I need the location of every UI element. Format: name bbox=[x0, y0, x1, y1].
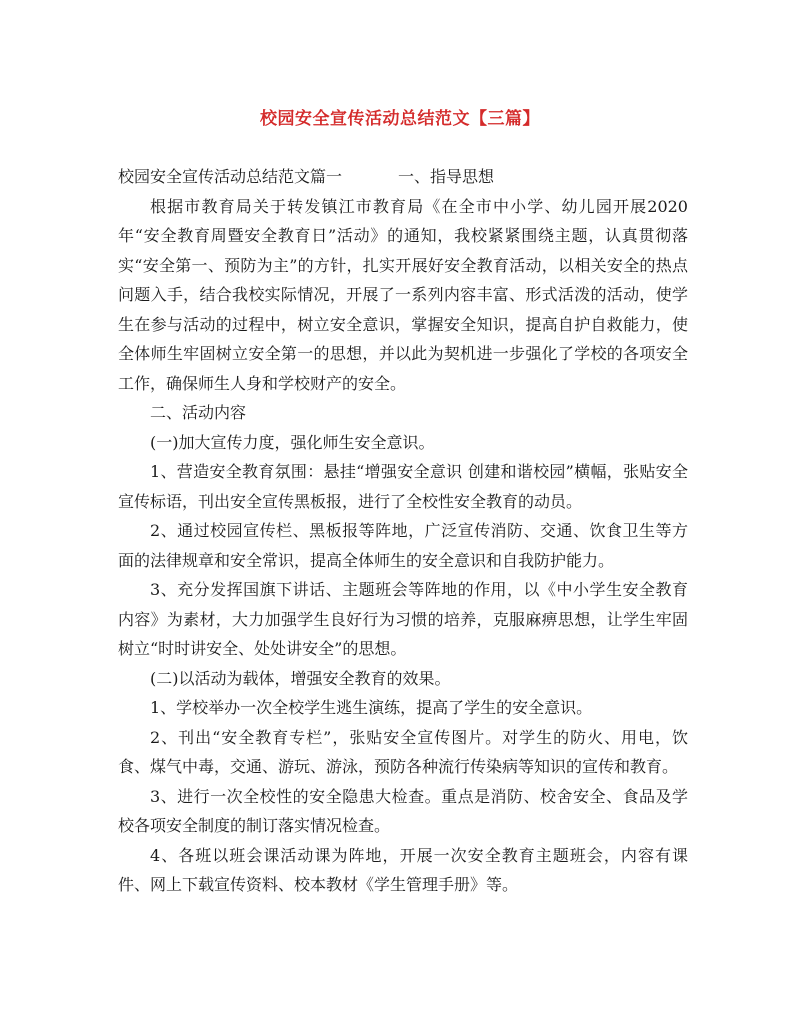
subsection-heading-publicity: (一)加大宣传力度，强化师生安全意识。 bbox=[150, 432, 435, 452]
article-title: 校园安全宣传活动总结范文篇一 bbox=[118, 167, 343, 186]
paragraph-guiding-ideology: 根据市教育局关于转发镇江市教育局《在全市中小学、幼儿园开展2020年“安全教育周暨安全教育日”活动》的通知，我校紧紧围绕主题，认真贯彻落实“安全第一、预防为主”的方针，扎实开展好安全教育活动，以相关安全的热点问题入手，结合我校实际情况，开展了一系列内容丰富、形式活泼的活动，使学生在参与活动的过程中，树立安全意识，掌握安全知识，提高自护自救能力，使全体师生牢固树立安全第一的思想，并以此为契机进一步强化了学校的各项安全工作，确保师生人身和学校财产的安全。 bbox=[118, 196, 688, 393]
intro-line bbox=[118, 162, 688, 192]
list-item-publicity-2: 2、通过校园宣传栏、黑板报等阵地，广泛宣传消防、交通、饮食卫生等方面的法律规章和安全常识，提高全体师生的安全意识和自我防护能力。 bbox=[118, 521, 688, 570]
list-item-publicity-3: 3、充分发挥国旗下讲话、主题班会等阵地的作用，以《中小学生安全教育内容》为素材，大力加强学生良好行为习惯的培养，克服麻痹思想，让学生牢固树立“时时讲安全、处处讲安全”的思想。 bbox=[118, 580, 688, 658]
section-heading-activities: 二、活动内容 bbox=[150, 403, 247, 422]
list-item-activity-2: 2、刊出“安全教育专栏”，张贴安全宣传图片。对学生的防火、用电，饮食、煤气中毒，交通、游玩、游泳，预防各种流行传染病等知识的宣传和教育。 bbox=[118, 727, 688, 776]
document-title: 校园安全宣传活动总结范文【三篇】 bbox=[260, 109, 540, 129]
list-item-publicity-1: 1、营造安全教育氛围：悬挂“增强安全意识 创建和谐校园”横幅，张贴安全宣传标语，刊出安全宣传黑板报，进行了全校性安全教育的动员。 bbox=[118, 462, 688, 511]
section-heading-guiding-ideology: 一、指导思想 bbox=[398, 167, 495, 186]
document-body bbox=[118, 162, 688, 900]
list-item-activity-4: 4、各班以班会课活动课为阵地，开展一次安全教育主题班会，内容有课件、网上下载宣传资料、校本教材《学生管理手册》等。 bbox=[118, 845, 688, 894]
list-item-activity-1: 1、学校举办一次全校学生逃生演练，提高了学生的安全意识。 bbox=[150, 698, 593, 717]
subsection-heading-activities-carrier: (二)以活动为载体，增强安全教育的效果。 bbox=[150, 668, 451, 688]
list-item-activity-3: 3、进行一次全校性的安全隐患大检查。重点是消防、校舍安全、食品及学校各项安全制度的制订落实情况检查。 bbox=[118, 786, 688, 835]
